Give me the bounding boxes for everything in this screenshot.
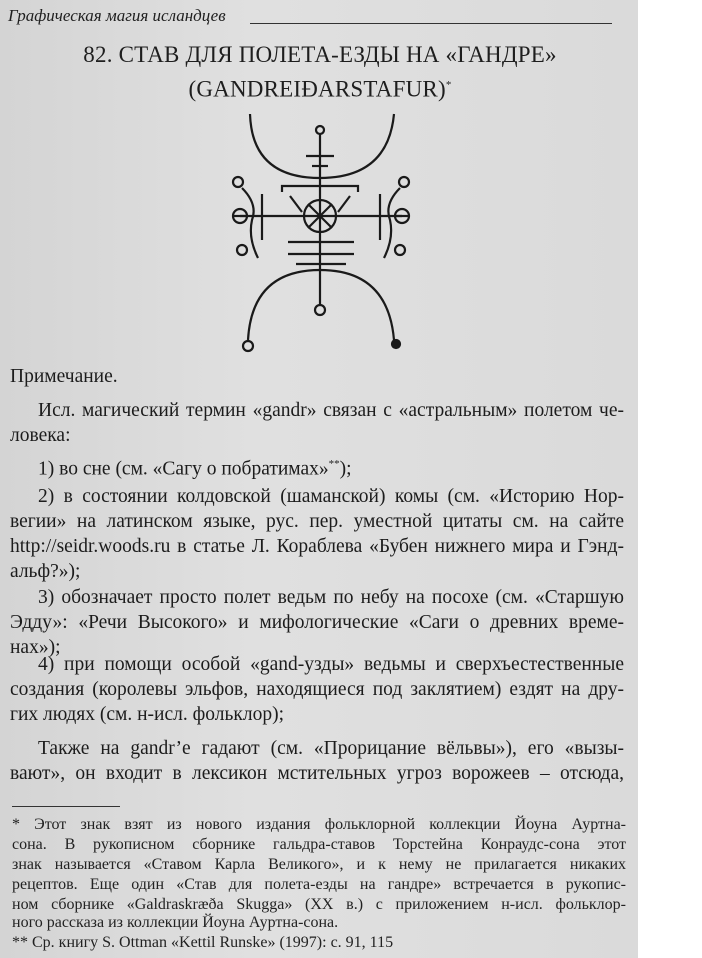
note-item-4-line-1: 4) при помощи особой «gand-узды» ведьмы и сверхъестественные	[38, 654, 624, 675]
note-item-2-line-1: 2) в состоянии колдовской (шаманской) комы (см. «Историю Нор-	[38, 486, 624, 507]
title-latin: (GANDREIÐARSTAFUR)	[188, 76, 446, 102]
footnote-rule	[12, 806, 120, 807]
note-item-2-line-2: вегии» на латинском языке, рус. пер. уместной цитаты см. на сайте	[10, 511, 624, 532]
footnote-1-line-6: ного рассказа из коллекции Йоуна Ауртна-сона.	[12, 914, 339, 931]
note-item-1-text: 1) во сне (см. «Сагу о побратимах»	[38, 458, 329, 480]
running-title: Графическая магия исландцев	[8, 6, 226, 25]
note-heading: Примечание.	[10, 366, 118, 387]
title-line-2	[70, 70, 570, 105]
footnote-1-line-2: сона. В рукописном сборнике гальдра-ставов Торстейна Конраудс-сона этот	[12, 836, 626, 853]
note-item-3-line-2: Эдду»: «Речи Высокого» и мифологические «Саги о древних време-	[10, 612, 624, 633]
note-item-1-marker: **	[328, 458, 340, 470]
note-paragraph-1-line-1: Исл. магический термин «gandr» связан с «астральным» полетом че-	[38, 400, 624, 421]
note-item-3-line-1: 3) обозначает просто полет ведьм по небу на посохе (см. «Старшую	[38, 587, 624, 608]
note-item-1	[38, 458, 624, 481]
note-paragraph-1-line-2: ловека:	[10, 425, 71, 446]
note-item-2-line-3: http://seidr.woods.ru в статье Л. Кораблева «Бубен нижнего мира и Гэнд-	[10, 536, 624, 557]
footnote-1-line-1: * Этот знак взят из нового издания фольклорной коллекции Йоуна Ауртна-	[12, 816, 626, 833]
gandreidarstafur-sigil-icon	[222, 108, 422, 358]
note-last-paragraph-line-2: вают», он входит в лексикон мстительных угроз ворожеев – отсюда,	[10, 763, 624, 784]
title-line-1: 82. СТАВ ДЛЯ ПОЛЕТА-ЕЗДЫ НА «ГАНДРЕ»	[83, 42, 557, 67]
note-item-4-line-2: создания (королевы эльфов, находящиеся под заклятием) ездят на дру-	[10, 679, 624, 700]
note-item-4-line-3: гих людях (см. н-исл. фольклор);	[10, 704, 284, 725]
footnote-1-line-4: рецептов. Еще один «Став для полета-езды на гандре» встречается в рукопис-	[12, 876, 626, 893]
note-item-1-end: );	[339, 458, 352, 480]
footnote-1-line-3: знак называется «Ставом Карла Великого», и к нему не прилагается никаких	[12, 856, 626, 873]
chapter-title	[70, 40, 570, 105]
note-item-2-line-4: альф?»);	[10, 561, 81, 582]
footnote-2: ** Ср. книгу S. Ottman «Kettil Runske» (1997): с. 91, 115	[12, 934, 394, 951]
note-last-paragraph-line-1: Также на gandr’е гадают (см. «Прорицание вёльвы»), его «вызы-	[38, 738, 624, 759]
note-item-3-line-3: нах»);	[10, 637, 61, 658]
title-footnote-marker: *	[445, 79, 452, 91]
footnote-1-line-5: ном сборнике «Galdraskræða Skugga» (XX в.) с приложением н-исл. фольклор-	[12, 896, 626, 913]
header-rule	[250, 23, 612, 24]
